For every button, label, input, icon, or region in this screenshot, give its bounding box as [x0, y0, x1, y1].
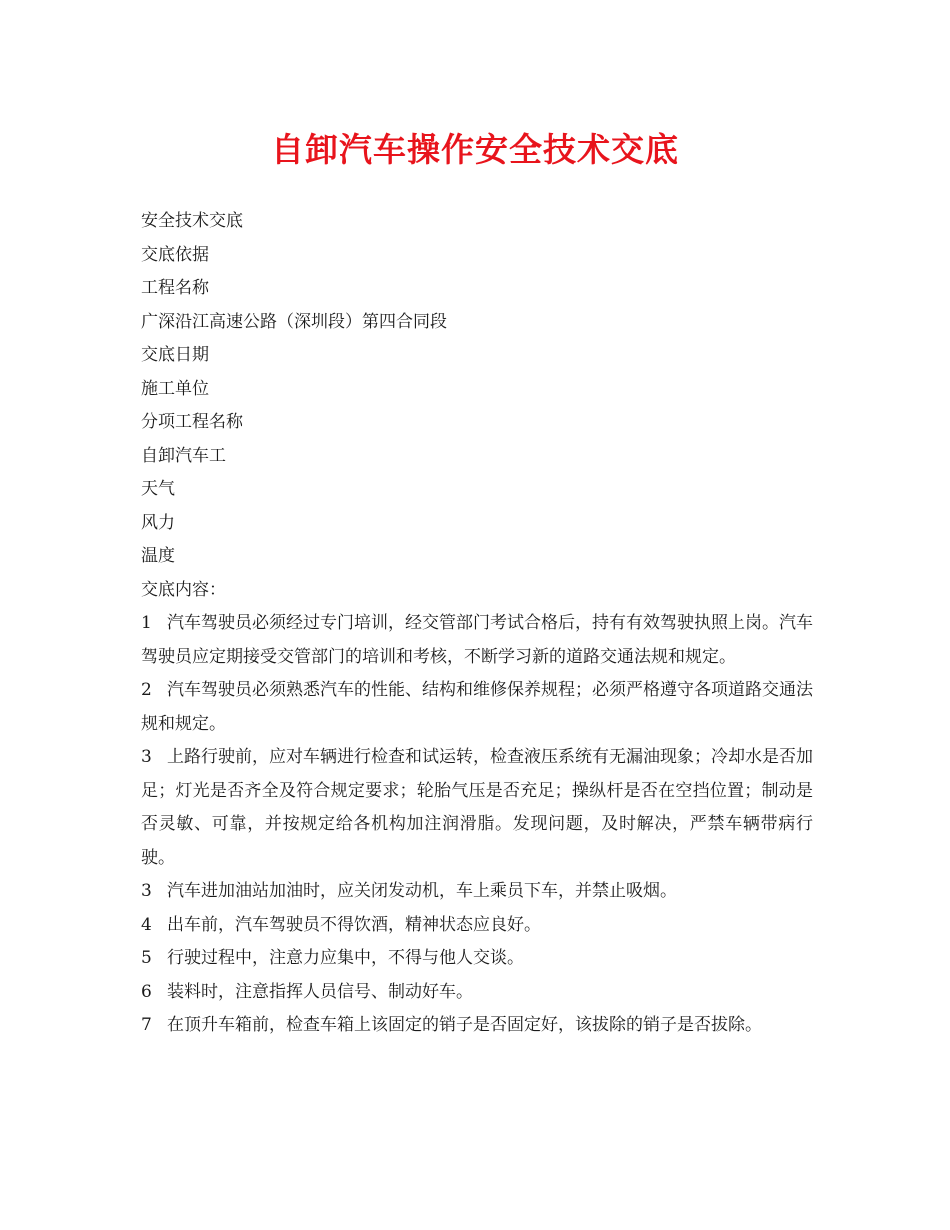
item-number: 1: [141, 613, 152, 633]
item-text: 出车前，汽车驾驶员不得饮酒，精神状态应良好。: [167, 914, 541, 935]
item-text: 汽车驾驶员必须经过专门培训，经交管部门考试合格后，持有有效驾驶执照上岗。汽车驾驶员应定期接受交管部门的培训和考核，不断学习新的道路交通法规和规定。: [141, 613, 813, 667]
field-line: 交底内容：: [141, 579, 226, 600]
list-item: [141, 875, 813, 909]
field-line: 分项工程名称: [141, 412, 243, 432]
list-item: [141, 1009, 813, 1043]
item-text: 上路行驶前，应对车辆进行检查和试运转，检查液压系统有无漏油现象；冷却水是否加足；灯光是否齐全及符合规定要求；轮胎气压是否充足；操纵杆是否在空挡位置；制动是否灵敏、可靠，并按规定给各机构加注润滑脂。发现问题，及时解决，严禁车辆带病行驶。: [141, 747, 813, 868]
list-item: [141, 976, 813, 1010]
item-text: 行驶过程中，注意力应集中，不得与他人交谈。: [167, 948, 524, 968]
field-line: 天气: [141, 479, 175, 499]
field-line: 工程名称: [141, 278, 209, 298]
item-number: 3: [141, 747, 152, 767]
item-text: 汽车驾驶员必须熟悉汽车的性能、结构和维修保养规程；必须严格遵守各项道路交通法规和规定。: [141, 680, 813, 734]
field-line: 风力: [141, 512, 175, 533]
field-line: 施工单位: [141, 378, 209, 399]
item-number: 2: [141, 680, 152, 700]
document-title: 自卸汽车操作安全技术交底: [271, 130, 679, 169]
field-line: 交底依据: [141, 244, 209, 265]
field-line: 广深沿江高速公路（深圳段）第四合同段: [141, 311, 447, 332]
list-item: [141, 909, 813, 943]
item-number: 7: [141, 1015, 152, 1035]
document-body: [141, 205, 813, 1043]
list-item: [141, 942, 813, 976]
field-line: 交底日期: [141, 345, 209, 365]
item-number: 5: [141, 948, 152, 968]
item-number: 6: [141, 981, 152, 1002]
list-item: [141, 607, 813, 674]
field-line: 温度: [141, 546, 175, 566]
field-line: 自卸汽车工: [141, 445, 226, 466]
item-number: 3: [141, 881, 152, 901]
item-number: 4: [141, 914, 152, 935]
field-line: 安全技术交底: [141, 211, 243, 231]
item-text: 装料时，注意指挥人员信号、制动好车。: [167, 981, 473, 1002]
item-text: 汽车进加油站加油时，应关闭发动机，车上乘员下车，并禁止吸烟。: [167, 881, 677, 901]
list-item: [141, 741, 813, 875]
list-item: [141, 674, 813, 741]
item-text: 在顶升车箱前，检查车箱上该固定的销子是否固定好，该拔除的销子是否拔除。: [167, 1015, 762, 1035]
